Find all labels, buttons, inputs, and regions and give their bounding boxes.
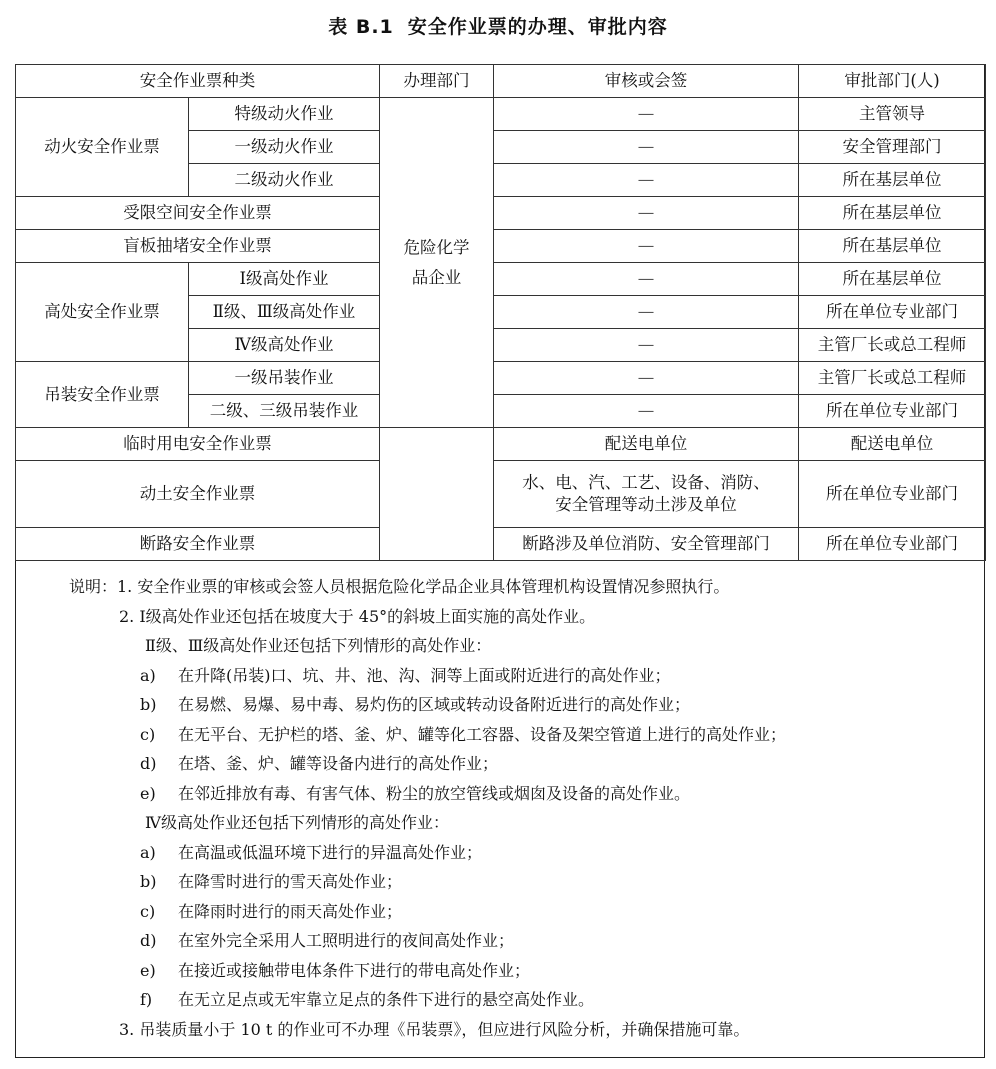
table-row — [16, 197, 986, 230]
sub-type: 二级动火作业 — [189, 164, 380, 197]
review-cell: — — [494, 263, 799, 296]
sub-type: Ⅰ级高处作业 — [189, 263, 380, 296]
sub-type: 二级、三级吊装作业 — [189, 395, 380, 428]
approver-cell: 所在基层单位 — [799, 164, 986, 197]
list-item: a) 在高温或低温环境下进行的异温高处作业； — [140, 842, 483, 862]
header-department: 办理部门 — [380, 65, 494, 98]
department-cell — [380, 98, 494, 428]
group-road: 断路安全作业票 — [16, 528, 380, 561]
list-item: f) 在无立足点或无牢靠立足点的条件下进行的悬空高处作业。 — [140, 990, 595, 1009]
group-power: 临时用电安全作业票 — [16, 428, 380, 461]
list-item: c) 在降雨时进行的雨天高处作业； — [140, 901, 403, 921]
list-item: b) 在降雪时进行的雪天高处作业； — [140, 872, 403, 891]
review-cell: 断路涉及单位消防、安全管理部门 — [494, 528, 799, 561]
sub-type: Ⅳ级高处作业 — [189, 329, 380, 362]
header-permit-type: 安全作业票种类 — [16, 65, 380, 98]
note-3: 3. 吊装质量小于 10 t 的作业可不办理《吊装票》，但应进行风险分析，并确保措施可靠。 — [119, 1019, 750, 1039]
list-item: e) 在邻近排放有毒、有害气体、粉尘的放空管线或烟囱及设备的高处作业。 — [140, 783, 691, 803]
approver-cell: 配送电单位 — [799, 428, 986, 461]
review-cell: — — [494, 197, 799, 230]
review-line: 安全管理等动土涉及单位 — [555, 495, 737, 514]
table-title — [0, 12, 996, 39]
approver-cell: 主管厂长或总工程师 — [799, 329, 986, 362]
permit-table — [15, 64, 986, 561]
approver-cell: 所在基层单位 — [799, 263, 986, 296]
review-cell: — — [494, 98, 799, 131]
table-row — [16, 528, 986, 561]
note-2-level23: Ⅱ级、Ⅲ级高处作业还包括下列情形的高处作业： — [145, 636, 492, 655]
approver-cell: 所在单位专业部门 — [799, 528, 986, 561]
list-item: b) 在易燃、易爆、易中毒、易灼伤的区域或转动设备附近进行的高处作业； — [140, 695, 691, 714]
list-item: e) 在接近或接触带电体条件下进行的带电高处作业； — [140, 960, 531, 980]
table-row — [16, 461, 986, 528]
department-text: 危险化学品企业 — [403, 237, 470, 287]
review-line: 水、电、汽、工艺、设备、消防、 — [522, 473, 770, 492]
table-header-row — [16, 65, 986, 98]
table-row — [16, 230, 986, 263]
review-cell: 配送电单位 — [494, 428, 799, 461]
approver-cell: 所在基层单位 — [799, 197, 986, 230]
approver-cell: 安全管理部门 — [799, 131, 986, 164]
approver-cell: 所在单位专业部门 — [799, 395, 986, 428]
sub-type: Ⅱ级、Ⅲ级高处作业 — [189, 296, 380, 329]
approver-cell: 主管领导 — [799, 98, 986, 131]
table-row — [16, 263, 986, 296]
header-review: 审核或会签 — [494, 65, 799, 98]
approver-cell: 所在单位专业部门 — [799, 296, 986, 329]
approver-cell: 所在基层单位 — [799, 230, 986, 263]
list-item: c) 在无平台、无护栏的塔、釜、炉、罐等化工容器、设备及架空管道上进行的高处作业； — [140, 724, 787, 744]
review-cell: — — [494, 329, 799, 362]
group-confined: 受限空间安全作业票 — [16, 197, 380, 230]
group-blind: 盲板抽堵安全作业票 — [16, 230, 380, 263]
review-cell: — — [494, 230, 799, 263]
table-row — [16, 362, 986, 395]
list-item: a) 在升降(吊装)口、坑、井、池、沟、洞等上面或附近进行的高处作业； — [140, 665, 671, 685]
review-cell: — — [494, 395, 799, 428]
table-row — [16, 428, 986, 461]
group-earth: 动土安全作业票 — [16, 461, 380, 528]
sub-type: 一级动火作业 — [189, 131, 380, 164]
group-height: 高处安全作业票 — [16, 263, 189, 362]
list-item: d) 在塔、釜、炉、罐等设备内进行的高处作业； — [140, 754, 499, 773]
review-cell: — — [494, 362, 799, 395]
approver-cell: 主管厂长或总工程师 — [799, 362, 986, 395]
sub-type: 特级动火作业 — [189, 98, 380, 131]
review-cell: — — [494, 296, 799, 329]
note-1: 说明：1. 安全作业票的审核或会签人员根据危险化学品企业具体管理机构设置情况参照执行。 — [69, 577, 730, 596]
header-approver: 审批部门(人) — [799, 65, 986, 98]
note-2-level4: Ⅳ级高处作业还包括下列情形的高处作业： — [145, 813, 449, 832]
notes-section — [15, 572, 985, 1044]
sub-type: 一级吊装作业 — [189, 362, 380, 395]
note-2: 2. Ⅰ级高处作业还包括在坡度大于 45°的斜坡上面实施的高处作业。 — [119, 606, 596, 626]
group-fire: 动火安全作业票 — [16, 98, 189, 197]
table-row — [16, 98, 986, 131]
review-cell: — — [494, 164, 799, 197]
table-caption: 安全作业票的办理、审批内容 — [407, 16, 668, 38]
review-cell — [494, 461, 799, 528]
list-item: d) 在室外完全采用人工照明进行的夜间高处作业； — [140, 931, 515, 950]
review-cell: — — [494, 131, 799, 164]
table-number: 表 B.1 — [328, 16, 394, 38]
department-cell-lower — [380, 428, 494, 561]
group-lifting: 吊装安全作业票 — [16, 362, 189, 428]
approver-cell: 所在单位专业部门 — [799, 461, 986, 528]
